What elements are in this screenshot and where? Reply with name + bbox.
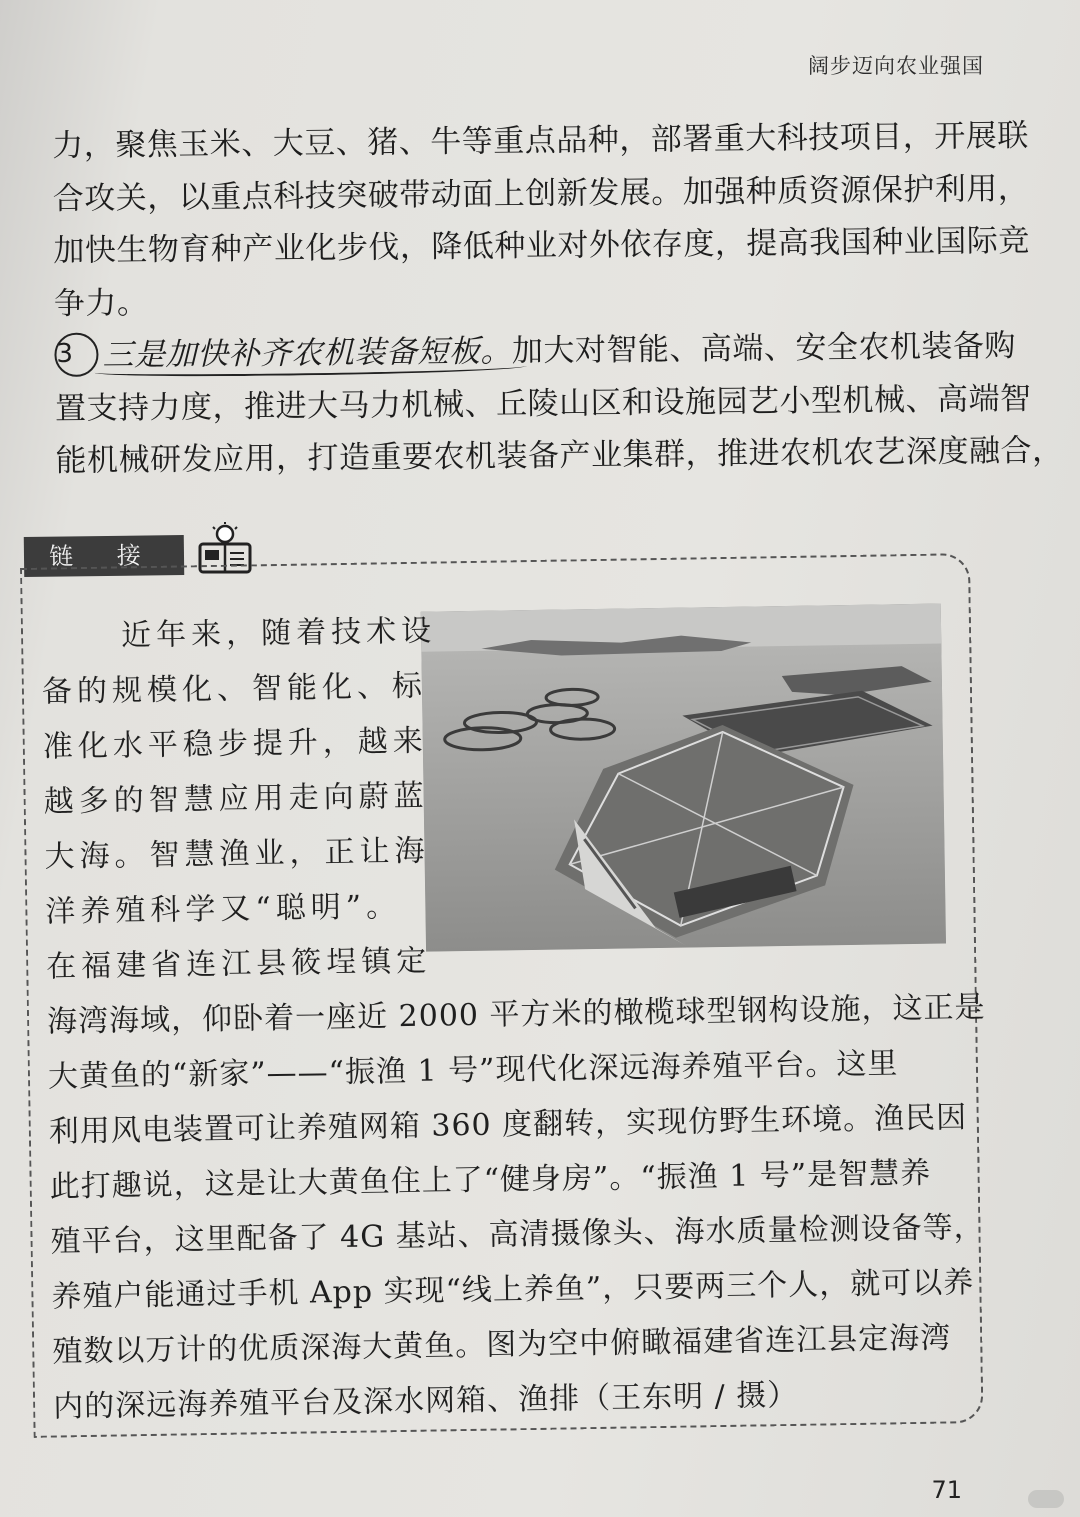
- underlined-key-phrase: 三是加快补齐农机装备短板。: [102, 333, 513, 374]
- text-segment: 加大对智能、高端、安全农机装备购: [511, 327, 1017, 370]
- text-line: 大海。智慧渔业，正让海: [44, 833, 430, 875]
- text-line: 备的规模化、智能化、标: [41, 668, 428, 710]
- paragraph-seed-industry: [52, 110, 1031, 330]
- text-line: 养殖户能通过手机 App 实现“线上养鱼”，只要两三个人，就可以养: [51, 1265, 975, 1315]
- text-line: 此打趣说，这是让大黄鱼住上了“健身房”。“振渔 1 号”是智慧养: [49, 1155, 932, 1205]
- running-head: 阔步迈向农业强国: [808, 54, 984, 78]
- photo-caption-line: 内的深远海养殖平台及深水网箱、渔排（王东明 / 摄）: [52, 1377, 799, 1425]
- paragraph-farm-machinery: [54, 320, 1064, 487]
- text-line: 能机械研发应用，打造重要农机装备产业集群，推进农机农艺深度融合，: [55, 432, 1064, 479]
- text-line: 海湾海域，仰卧着一座近 2000 平方米的橄榄球型钢构设施，这正是: [46, 989, 986, 1040]
- text-line: 在福建省连江县筱埕镇定: [45, 943, 432, 985]
- page-number: 71: [931, 1476, 962, 1504]
- text-line: 加快生物育种产业化步伐，降低种业对外依存度，提高我国种业国际竞: [53, 222, 1031, 269]
- text-line: 准化水平稳步提升，越来: [42, 723, 429, 765]
- handwritten-circled-number: 3: [54, 332, 98, 376]
- text-line: 置支持力度，推进大马力机械、丘陵山区和设施园艺小型机械、高端智: [54, 380, 1032, 427]
- text-line: 利用风电装置可让养殖网箱 360 度翻转，实现仿野生环境。渔民因: [48, 1100, 968, 1150]
- link-sidebar-box: [20, 553, 984, 1438]
- corner-watermark: [1028, 1490, 1064, 1508]
- text-line: 越多的智慧应用走向蔚蓝: [43, 778, 429, 820]
- link-body-text: [41, 596, 986, 1435]
- link-section-tab: 链 接: [24, 535, 184, 577]
- text-line: 洋养殖科学又“聪明”。: [45, 889, 402, 930]
- text-line: 力，聚焦玉米、大豆、猪、牛等重点品种，部署重大科技项目，开展联: [52, 117, 1029, 164]
- main-text: [52, 110, 1064, 487]
- text-line: 合攻关，以重点科技突破带动面上创新发展。加强种质资源保护利用，: [52, 170, 1030, 217]
- text-line: 争力。: [53, 284, 149, 322]
- text-line: 殖平台，这里配备了 4G 基站、高清摄像头、海水质量检测设备等，: [50, 1209, 985, 1260]
- text-line-with-heading: [54, 320, 1017, 382]
- text-line: 近年来，随着技术设: [120, 613, 437, 654]
- text-line: 殖数以万计的优质深海大黄鱼。图为空中俯瞰福建省连江县定海湾: [52, 1320, 952, 1370]
- text-line: 大黄鱼的“新家”——“振渔 1 号”现代化深远海养殖平台。这里: [47, 1046, 899, 1095]
